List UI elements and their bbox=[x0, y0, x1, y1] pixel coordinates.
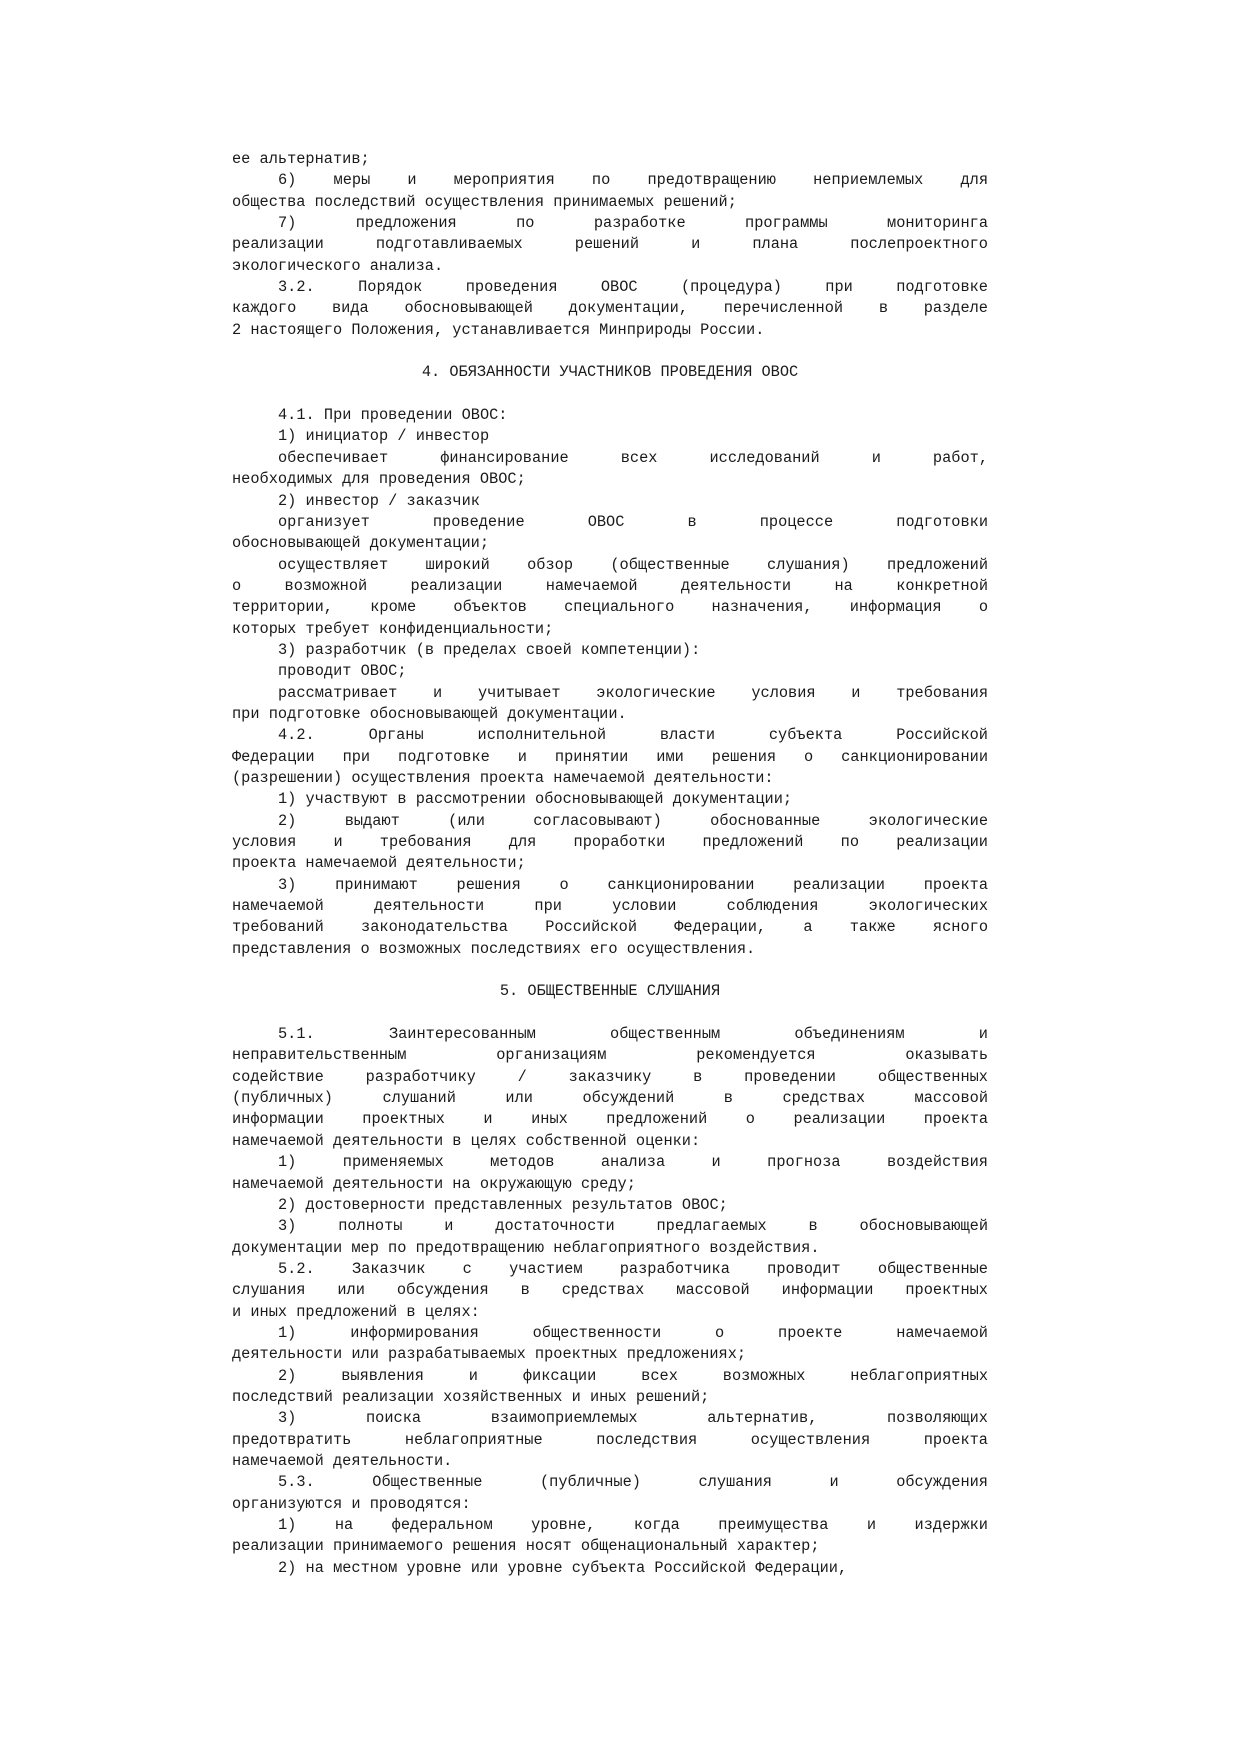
text-line: требований законодательства Российской Федерации, а также ясного bbox=[232, 918, 988, 937]
text-line: (разрешении) осуществления проекта намечаемой деятельности: bbox=[232, 768, 774, 787]
paragraph-first-line: осуществляет широкий обзор (общественные слушания) предложений bbox=[278, 555, 988, 574]
blank-line bbox=[232, 1003, 988, 1024]
paragraph-first-line: 4.2. Органы исполнительной власти субъекта Российской bbox=[278, 726, 988, 745]
paragraph-first-line: 1) на федеральном уровне, когда преимущества и издержки bbox=[278, 1516, 988, 1534]
text-line: территории, кроме объектов специального назначения, информация о bbox=[232, 598, 988, 617]
text-line: информации проектных и иных предложений о реализации проекта bbox=[232, 1110, 988, 1129]
text-line: о возможной реализации намечаемой деятельности на конкретной bbox=[232, 576, 988, 595]
text-line: ее альтернатив; bbox=[232, 150, 370, 168]
text-line: условия и требования для проработки предложений по реализации bbox=[232, 833, 988, 851]
text-line: неправительственным организациям рекомендуется оказывать bbox=[232, 1046, 988, 1065]
text-line: документации мер по предотвращению неблагоприятного воздействия. bbox=[232, 1238, 820, 1257]
blank-line bbox=[232, 960, 988, 981]
text-line: общества последствий осуществления принимаемых решений; bbox=[232, 192, 737, 211]
paragraph-first-line: 5.2. Заказчик с участием разработчика проводит общественные bbox=[278, 1259, 988, 1278]
text-line: при подготовке обосновывающей документации. bbox=[232, 704, 627, 723]
paragraph-first-line: обеспечивает финансирование всех исследований и работ, bbox=[278, 448, 988, 467]
text-line: намечаемой деятельности при условии соблюдения экологических bbox=[232, 897, 988, 916]
text-line: деятельности или разрабатываемых проектных предложениях; bbox=[232, 1345, 747, 1364]
paragraph-first-line: 5.3. Общественные (публичные) слушания и обсуждения bbox=[278, 1473, 988, 1492]
paragraph-first-line: 2) выдают (или согласовывают) обоснованные экологические bbox=[278, 811, 988, 830]
text-line: намечаемой деятельности на окружающую среду; bbox=[232, 1174, 636, 1193]
paragraph-first-line: 1) участвуют в рассмотрении обосновывающей документации; bbox=[278, 790, 793, 809]
text-line: содействие разработчику / заказчику в проведении общественных bbox=[232, 1067, 988, 1086]
paragraph-first-line: 2) инвестор / заказчик bbox=[278, 491, 480, 510]
paragraph-first-line: 3) разработчик (в пределах своей компетенции): bbox=[278, 640, 701, 659]
text-line: организуются и проводятся: bbox=[232, 1494, 471, 1513]
paragraph-first-line: 4.1. При проведении ОВОС: bbox=[278, 406, 508, 425]
paragraph-first-line: 3.2. Порядок проведения ОВОС (процедура) при подготовке bbox=[278, 278, 988, 297]
text-line: обосновывающей документации; bbox=[232, 534, 490, 553]
text-line: намечаемой деятельности в целях собственной оценки: bbox=[232, 1131, 701, 1150]
text-line: каждого вида обосновывающей документации, перечисленной в разделе bbox=[232, 299, 988, 318]
text-line: слушания или обсуждения в средствах массовой информации проектных bbox=[232, 1281, 988, 1300]
section-heading: 4. ОБЯЗАННОСТИ УЧАСТНИКОВ ПРОВЕДЕНИЯ ОВОС bbox=[421, 363, 799, 382]
document-page bbox=[232, 149, 988, 1579]
text-line: реализации принимаемого решения носят общенациональный характер; bbox=[232, 1537, 820, 1556]
text-line: 2 настоящего Положения, устанавливается Минприроды России. bbox=[232, 320, 765, 339]
text-line: предотвратить неблагоприятные последствия осуществления проекта bbox=[232, 1430, 988, 1449]
paragraph-first-line: 1) применяемых методов анализа и прогноза воздействия bbox=[278, 1153, 988, 1172]
text-line: представления о возможных последствиях его осуществления. bbox=[232, 939, 756, 958]
text-line: проекта намечаемой деятельности; bbox=[232, 854, 526, 873]
text-line: последствий реализации хозяйственных и иных решений; bbox=[232, 1387, 710, 1406]
text-line: которых требует конфиденциальности; bbox=[232, 619, 554, 638]
text-line: экологического анализа. bbox=[232, 256, 444, 275]
paragraph-first-line: проводит ОВОС; bbox=[278, 662, 407, 681]
text-line: и иных предложений в целях: bbox=[232, 1302, 480, 1321]
paragraph-first-line: 7) предложения по разработке программы мониторинга bbox=[278, 214, 988, 233]
paragraph-first-line: 3) поиска взаимоприемлемых альтернатив, позволяющих bbox=[278, 1409, 988, 1428]
paragraph-first-line: 3) полноты и достаточности предлагаемых в обосновывающей bbox=[278, 1217, 988, 1236]
text-line: (публичных) слушаний или обсуждений в средствах массовой bbox=[232, 1089, 988, 1108]
text-line: Федерации при подготовке и принятии ими решения о санкционировании bbox=[232, 747, 988, 766]
paragraph-first-line: организует проведение ОВОС в процессе подготовки bbox=[278, 512, 988, 531]
blank-line bbox=[232, 384, 988, 405]
text-line: необходимых для проведения ОВОС; bbox=[232, 470, 526, 489]
paragraph-first-line: 2) достоверности представленных результатов ОВОС; bbox=[278, 1195, 728, 1214]
paragraph-first-line: рассматривает и учитывает экологические условия и требования bbox=[278, 683, 988, 702]
text-line: реализации подготавливаемых решений и плана послепроектного bbox=[232, 235, 988, 254]
text-line: намечаемой деятельности. bbox=[232, 1451, 453, 1470]
paragraph-first-line: 5.1. Заинтересованным общественным объединениям и bbox=[278, 1025, 988, 1044]
paragraph-first-line: 6) меры и мероприятия по предотвращению неприемлемых для bbox=[278, 171, 988, 190]
paragraph-first-line: 2) на местном уровне или уровне субъекта Российской Федерации, bbox=[278, 1558, 848, 1577]
paragraph-first-line: 1) информирования общественности о проекте намечаемой bbox=[278, 1323, 988, 1342]
blank-line bbox=[232, 341, 988, 362]
section-heading: 5. ОБЩЕСТВЕННЫЕ СЛУШАНИЯ bbox=[499, 982, 721, 1001]
paragraph-first-line: 1) инициатор / инвестор bbox=[278, 427, 490, 446]
paragraph-first-line: 3) принимают решения о санкционировании реализации проекта bbox=[278, 875, 988, 894]
paragraph-first-line: 2) выявления и фиксации всех возможных неблагоприятных bbox=[278, 1366, 988, 1385]
